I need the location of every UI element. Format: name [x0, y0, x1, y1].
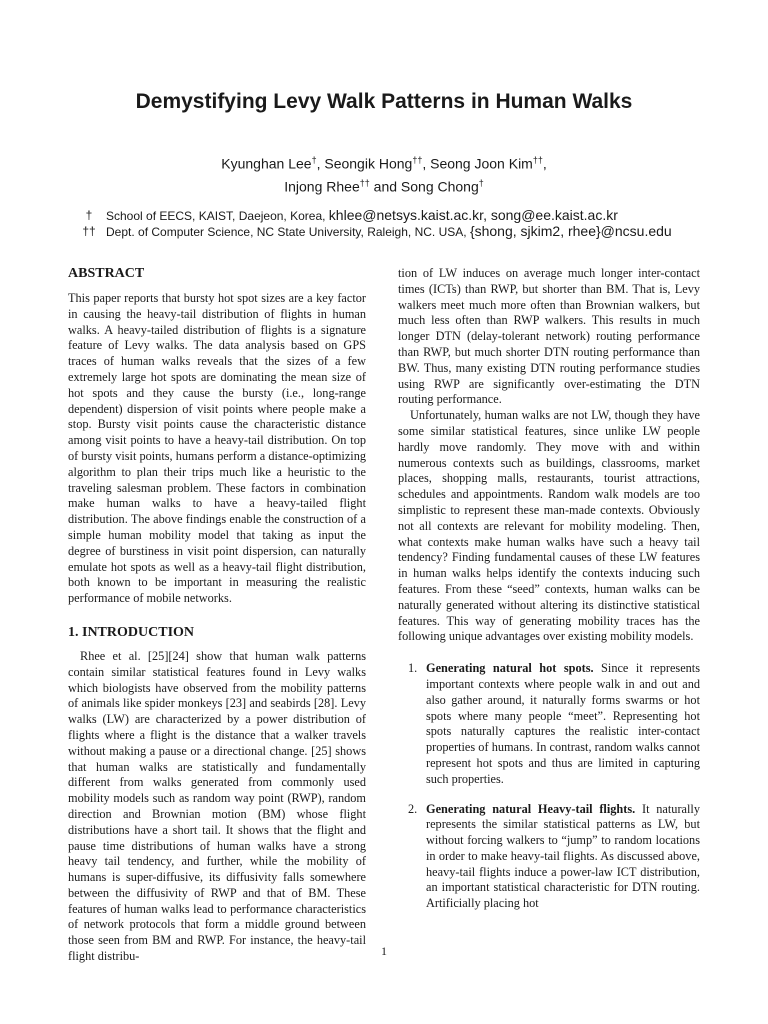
list-item: [398, 802, 700, 913]
author-affil-mark: ††: [532, 155, 543, 165]
intro-paragraph-1: Rhee et al. [25][24] show that human walk patterns contain similar statistical features found in Levy walks which biologists have observed from the mobility patterns of animals like spider monkeys [23] and seabirds [28]. Levy walks (LW) are characterized by a power distribution of flights where a flight is the distance that a walker travels without making a pause or a directional change. [25] shows that human walks are statistically and fundamentally different from walks generated from commonly used mobility models such as random way point (RWP), random direction and Brownian motion (BM) whose flight distributions have a short tail. It shows that the flight and pause time distributions of human walks have a strong heavy tail tendency, and further, while the mobility of humans is super-diffusive, its diffusivity falls somewhere between the diffusivity of RWP and that of BM. These features of human walks lead to performance characteristics of network protocols that form a middle ground between those seen from BM and RWP. For instance, the heavy-tail flight distribu-: [68, 648, 366, 964]
author-line-2: [0, 174, 768, 197]
list-item-text: It naturally represents the similar statistical patterns as LW, but without forcing walkers to “jump” to random locations in order to make heavy-tail flights. As discussed above, heavy-tail flights induce a power-law ICT distribution, an important statistical characteristic for DTN routing. Artificially placing hot: [426, 801, 700, 911]
abstract-heading: ABSTRACT: [68, 266, 145, 281]
intro-paragraph-1-continued: tion of LW induces on average much longer inter-contact times (ICTs) than RWP, but shorter than BM. That is, Levy walkers meet much more often than Brownian walkers, but much less often than RWP walkers. This results in much longer DTN (delay-tolerant network) routing performance than RWP, but much shorter DTN routing performance than BW. Thus, many existing DTN routing performance studies using RWP are significantly over-estimating the DTN routing performance.: [398, 266, 700, 407]
author-name: Injong Rhee: [284, 178, 360, 195]
abstract-body: This paper reports that bursty hot spot sizes are a key factor in causing the heavy-tail distribution of flights in human walks. A heavy-tailed distribution of flights is a signature feature of Levy walks. The data analysis based on GPS traces of human walks reveals that the sizes of a few extremely large hot spots are dominating the mean size of hot spots and they cause the bursty (i.e., long-range dependent) dispersion of visit points where people make a stop. Bursty visit points cause the characteristic distance among visit points to have a heavy-tail distribution. On top of bursty visit points, humans perform a distance-optimizing algorithm to plan their trips much like a heuristic to the traveling salesman problem. These factors in combination make human walks to have a heavy-tailed flight distribution. The above findings enable the construction of a simple human mobility model that taking as input the degree of burstiness in visit point dispersion, can naturally emulate hot spots as well as a heavy-tail flight distribution, both known to be important in measuring the realistic performance of mobile networks.: [68, 291, 366, 606]
author-affil-mark: †: [478, 177, 484, 188]
right-column: [398, 266, 700, 912]
author-affil-mark: †: [311, 155, 317, 165]
list-number: 2.: [408, 801, 418, 816]
affiliation-text: Dept. of Computer Science, NC State University, Raleigh, NC. USA,: [106, 225, 467, 239]
list-item-title: Generating natural Heavy-tail flights.: [426, 801, 636, 816]
left-column: [68, 266, 366, 965]
affiliation-email: {shong, sjkim2, rhee}@ncsu.edu: [469, 223, 672, 239]
affiliation-text: School of EECS, KAIST, Daejeon, Korea,: [106, 209, 326, 223]
author-line-1: Kyunghan Lee†, Seongik Hong††, Seong Joon Kim††,: [221, 155, 547, 172]
advantages-list: [398, 661, 700, 912]
introduction-heading: 1. INTRODUCTION: [68, 624, 195, 640]
author-affil-mark: ††: [359, 177, 370, 188]
affiliation-mark: ††: [82, 224, 96, 238]
list-item-title: Generating natural hot spots.: [426, 661, 594, 676]
affiliation-email: khlee@netsys.kaist.ac.kr, song@ee.kaist.ac.kr: [328, 207, 618, 223]
list-number: 1.: [408, 661, 418, 676]
page-number: 1: [381, 944, 387, 958]
paper-title: Demystifying Levy Walk Patterns in Human Walks: [135, 90, 633, 113]
author-list: [0, 151, 768, 196]
list-item: [398, 661, 700, 787]
author-name: Seongik Hong: [324, 155, 413, 172]
author-name: Song Chong: [400, 178, 479, 195]
author-name: Kyunghan Lee: [221, 155, 312, 172]
list-item-text: Since it represents important contexts where people walk in and out and also gather around, it naturally forms swarms or hot spots where many people “meet”. Representing hot spots naturally captures the realistic inter-contact properties of humans. In contrast, random walks cannot represent hot spots and thus are limited in capturing such properties.: [426, 661, 700, 786]
author-name: Seong Joon Kim: [430, 155, 533, 172]
intro-paragraph-2: Unfortunately, human walks are not LW, though they have some similar statistical features, since unlike LW people hardly move randomly. They move with and within numerous contexts such as buildings, classrooms, market places, shopping malls, restaurants, tourist attractions, schedules and appointments. Random walk models are too simplistic to represent these man-made contexts. Obviously not all contexts are relevant for mobility modeling. Then, what contexts make human walks have such a heavy tail tendency? Finding fundamental causes of these LW features in human walks helps identify the contexts inducing such features. From these “seed” contexts, human walks can be naturally generated without altering its distinctive statistical features. This way of generating mobility traces has the following unique advantages over existing mobility models.: [398, 408, 700, 644]
affiliation-mark: †: [85, 208, 93, 222]
author-affil-mark: ††: [412, 155, 423, 165]
author-conjunction: and: [373, 178, 398, 195]
